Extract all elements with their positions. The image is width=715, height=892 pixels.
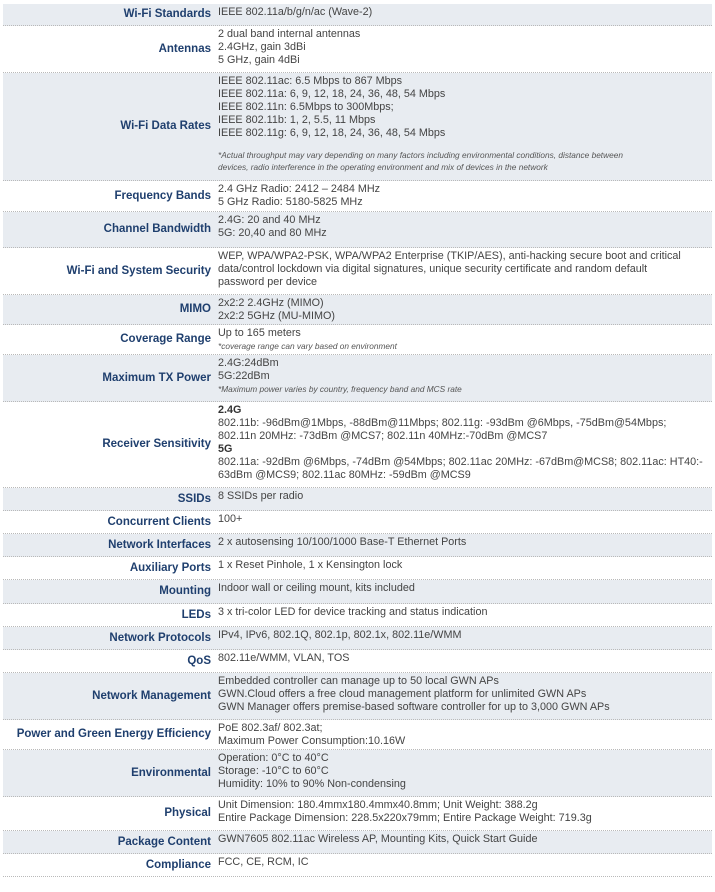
spec-value — [214, 325, 712, 354]
spec-value — [214, 248, 712, 294]
spec-row — [3, 580, 712, 604]
spec-value-line: 802.11e/WMM, VLAN, TOS — [218, 652, 350, 664]
spec-value-line: Humidity: 10% to 90% Non-condensing — [218, 778, 406, 790]
spec-value-line: Unit Dimension: 180.4mmx180.4mmx40.8mm; Unit Weight: 388.2g — [218, 799, 538, 811]
spec-label: Power and Green Energy Efficiency — [16, 728, 211, 740]
spec-label: QoS — [187, 654, 211, 667]
spec-value-line: password per device — [218, 276, 318, 288]
spec-row — [3, 720, 712, 750]
spec-label: Physical — [164, 807, 211, 819]
spec-row — [3, 488, 712, 511]
spec-value — [214, 73, 712, 180]
spec-value-line: 63dBm @MCS9; 802.11ac 80MHz: -59dBm @MCS9 — [218, 469, 471, 481]
spec-value-line: WEP, WPA/WPA2-PSK, WPA/WPA2 Enterprise (TKIP/AES), anti-hacking secure boot and critical — [218, 250, 681, 262]
spec-value — [214, 604, 712, 626]
spec-row — [3, 831, 712, 854]
spec-footnote: *Maximum power varies by country, frequency band and MCS rate — [218, 384, 462, 394]
spec-label: Maximum TX Power — [102, 371, 211, 384]
spec-label: Compliance — [145, 858, 211, 871]
spec-value — [214, 181, 712, 211]
spec-value-line: 2 x autosensing 10/100/1000 Base-T Ethernet Ports — [218, 536, 467, 548]
spec-footnote: *coverage range can vary based on environment — [218, 341, 397, 351]
spec-value-line: GWN7605 802.11ac Wireless AP, Mounting Kits, Quick Start Guide — [218, 833, 538, 845]
spec-value-line: Operation: 0°C to 40°C — [218, 752, 329, 764]
spec-value-line: 2.4 GHz Radio: 2412 – 2484 MHz — [218, 183, 381, 195]
spec-value — [214, 797, 712, 830]
spec-value-line: Up to 165 meters — [218, 327, 301, 339]
spec-value-line: IEEE 802.11a: 6, 9, 12, 18, 24, 36, 48, 54 Mbps — [218, 88, 446, 100]
spec-value-line: Storage: -10°C to 60°C — [218, 765, 329, 777]
spec-value — [214, 831, 712, 853]
spec-row — [3, 181, 712, 212]
spec-value-line: IEEE 802.11n: 6.5Mbps to 300Mbps; — [218, 101, 394, 113]
spec-label: SSIDs — [177, 492, 211, 505]
spec-subheading: 2.4G — [218, 404, 242, 416]
spacer — [218, 140, 708, 149]
spec-value — [214, 212, 712, 247]
spec-row — [3, 73, 712, 181]
spec-label: Auxiliary Ports — [129, 561, 211, 574]
spec-value-line: 802.11a: -92dBm @6Mbps, -74dBm @54Mbps; 802.11ac 20MHz: -67dBm@MCS8; 802.11ac: HT40:- — [218, 456, 703, 468]
spec-value-line: 3 x tri-color LED for device tracking and status indication — [218, 606, 488, 618]
spec-value-line: PoE 802.3af/ 802.3at; — [218, 722, 323, 734]
spec-value-line: Maximum Power Consumption:10.16W — [218, 735, 406, 747]
spec-value-line: 5 GHz Radio: 5180-5825 MHz — [218, 196, 363, 208]
spec-label: Mounting — [159, 585, 211, 597]
spec-value — [214, 26, 712, 72]
spec-value-line: 802.11b: -96dBm@1Mbps, -88dBm@11Mbps; 802.11g: -93dBm @6Mbps, -75dBm@54Mbps; — [218, 417, 667, 429]
spec-row — [3, 557, 712, 580]
spec-row — [3, 212, 712, 248]
spec-label: Wi-Fi Standards — [123, 8, 211, 20]
spec-label: Channel Bandwidth — [103, 223, 211, 235]
spec-value-line: Indoor wall or ceiling mount, kits included — [218, 582, 415, 594]
spec-value-line: 8 SSIDs per radio — [218, 490, 304, 502]
spec-value-line: IEEE 802.11b: 1, 2, 5.5, 11 Mbps — [218, 114, 376, 126]
spec-value-line: 5 GHz, gain 4dBi — [218, 54, 300, 66]
spec-label: Wi-Fi and System Security — [66, 264, 211, 277]
spec-row — [3, 604, 712, 627]
spec-value — [214, 295, 712, 324]
spec-row — [3, 511, 712, 534]
spec-footnote: devices, radio interference in the operating environment and mix of devices in the network — [218, 162, 548, 172]
spec-value-line: 5G:22dBm — [218, 370, 270, 382]
spec-row — [3, 750, 712, 797]
spec-row — [3, 673, 712, 720]
spec-value — [214, 580, 712, 603]
spec-row — [3, 26, 712, 73]
spec-value — [214, 402, 712, 487]
spec-value-line: 2.4G:24dBm — [218, 357, 279, 369]
spec-row — [3, 854, 712, 877]
spec-value — [214, 673, 712, 719]
spec-label: Network Protocols — [109, 631, 211, 644]
spec-row — [3, 295, 712, 325]
spec-row — [3, 627, 712, 650]
spec-label: Antennas — [158, 42, 211, 55]
spec-value-line: 2x2:2 5GHz (MU-MIMO) — [218, 310, 335, 322]
spec-label: Concurrent Clients — [107, 515, 211, 528]
spec-row — [3, 402, 712, 488]
spec-value-line: 5G: 20,40 and 80 MHz — [218, 227, 327, 239]
spec-value-line: Entire Package Dimension: 228.5x220x79mm; Entire Package Weight: 719.3g — [218, 812, 592, 824]
spec-value-line: 2x2:2 2.4GHz (MIMO) — [218, 297, 324, 309]
spec-value — [214, 720, 712, 749]
spec-row — [3, 534, 712, 557]
spec-value — [214, 4, 712, 25]
spec-subheading: 5G — [218, 443, 233, 455]
spec-value-line: 100+ — [218, 513, 243, 525]
spec-value — [214, 534, 712, 556]
spec-label: Network Management — [92, 689, 211, 702]
spec-value — [214, 854, 712, 876]
spec-value — [214, 511, 712, 533]
spec-value — [214, 650, 712, 672]
spec-value-line: 802.11n 20MHz: -73dBm @MCS7; 802.11n 40MHz:-70dBm @MCS7 — [218, 430, 548, 442]
spec-value — [214, 355, 712, 401]
spec-row — [3, 355, 712, 402]
spec-value-line: FCC, CE, RCM, IC — [218, 856, 309, 868]
spec-label: Frequency Bands — [114, 189, 211, 202]
spec-value-line: IPv4, IPv6, 802.1Q, 802.1p, 802.1x, 802.11e/WMM — [218, 629, 462, 641]
spec-value — [214, 627, 712, 649]
spec-row — [3, 797, 712, 831]
spec-value-line: data/control lockdown via digital signatures, unique security certificate and random default — [218, 263, 648, 275]
spec-row — [3, 248, 712, 295]
spec-label: LEDs — [181, 608, 211, 621]
spec-label: Wi-Fi Data Rates — [120, 120, 211, 132]
spec-value-line: IEEE 802.11a/b/g/n/ac (Wave-2) — [218, 6, 373, 18]
spec-row — [3, 4, 712, 26]
spec-value-line: GWN Manager offers premise-based software controller for up to 3,000 GWN APs — [218, 701, 610, 713]
spec-label: Environmental — [131, 766, 211, 779]
spec-value-line: IEEE 802.11ac: 6.5 Mbps to 867 Mbps — [218, 75, 403, 87]
spec-value — [214, 488, 712, 510]
spec-value-line: 2.4GHz, gain 3dBi — [218, 41, 306, 53]
spec-row — [3, 325, 712, 355]
spec-label: MIMO — [179, 303, 211, 315]
spec-footnote: *Actual throughput may vary depending on many factors including environmental conditions, distance between — [218, 150, 623, 160]
spec-value — [214, 557, 712, 579]
spec-value-line: Embedded controller can manage up to 50 local GWN APs — [218, 675, 499, 687]
spec-value-line: 2.4G: 20 and 40 MHz — [218, 214, 321, 226]
spec-value-line: GWN.Cloud offers a free cloud management platform for unlimited GWN APs — [218, 688, 587, 700]
spec-row — [3, 650, 712, 673]
spec-value — [214, 750, 712, 796]
spec-label: Receiver Sensitivity — [102, 438, 211, 450]
spec-value-line: 2 dual band internal antennas — [218, 28, 361, 40]
spec-label: Package Content — [117, 835, 211, 848]
spec-label: Coverage Range — [120, 333, 211, 345]
spec-value-line: IEEE 802.11g: 6, 9, 12, 18, 24, 36, 48, 54 Mbps — [218, 127, 446, 139]
spec-label: Network Interfaces — [108, 538, 211, 551]
spec-value-line: 1 x Reset Pinhole, 1 x Kensington lock — [218, 559, 403, 571]
spec-table — [3, 4, 712, 877]
